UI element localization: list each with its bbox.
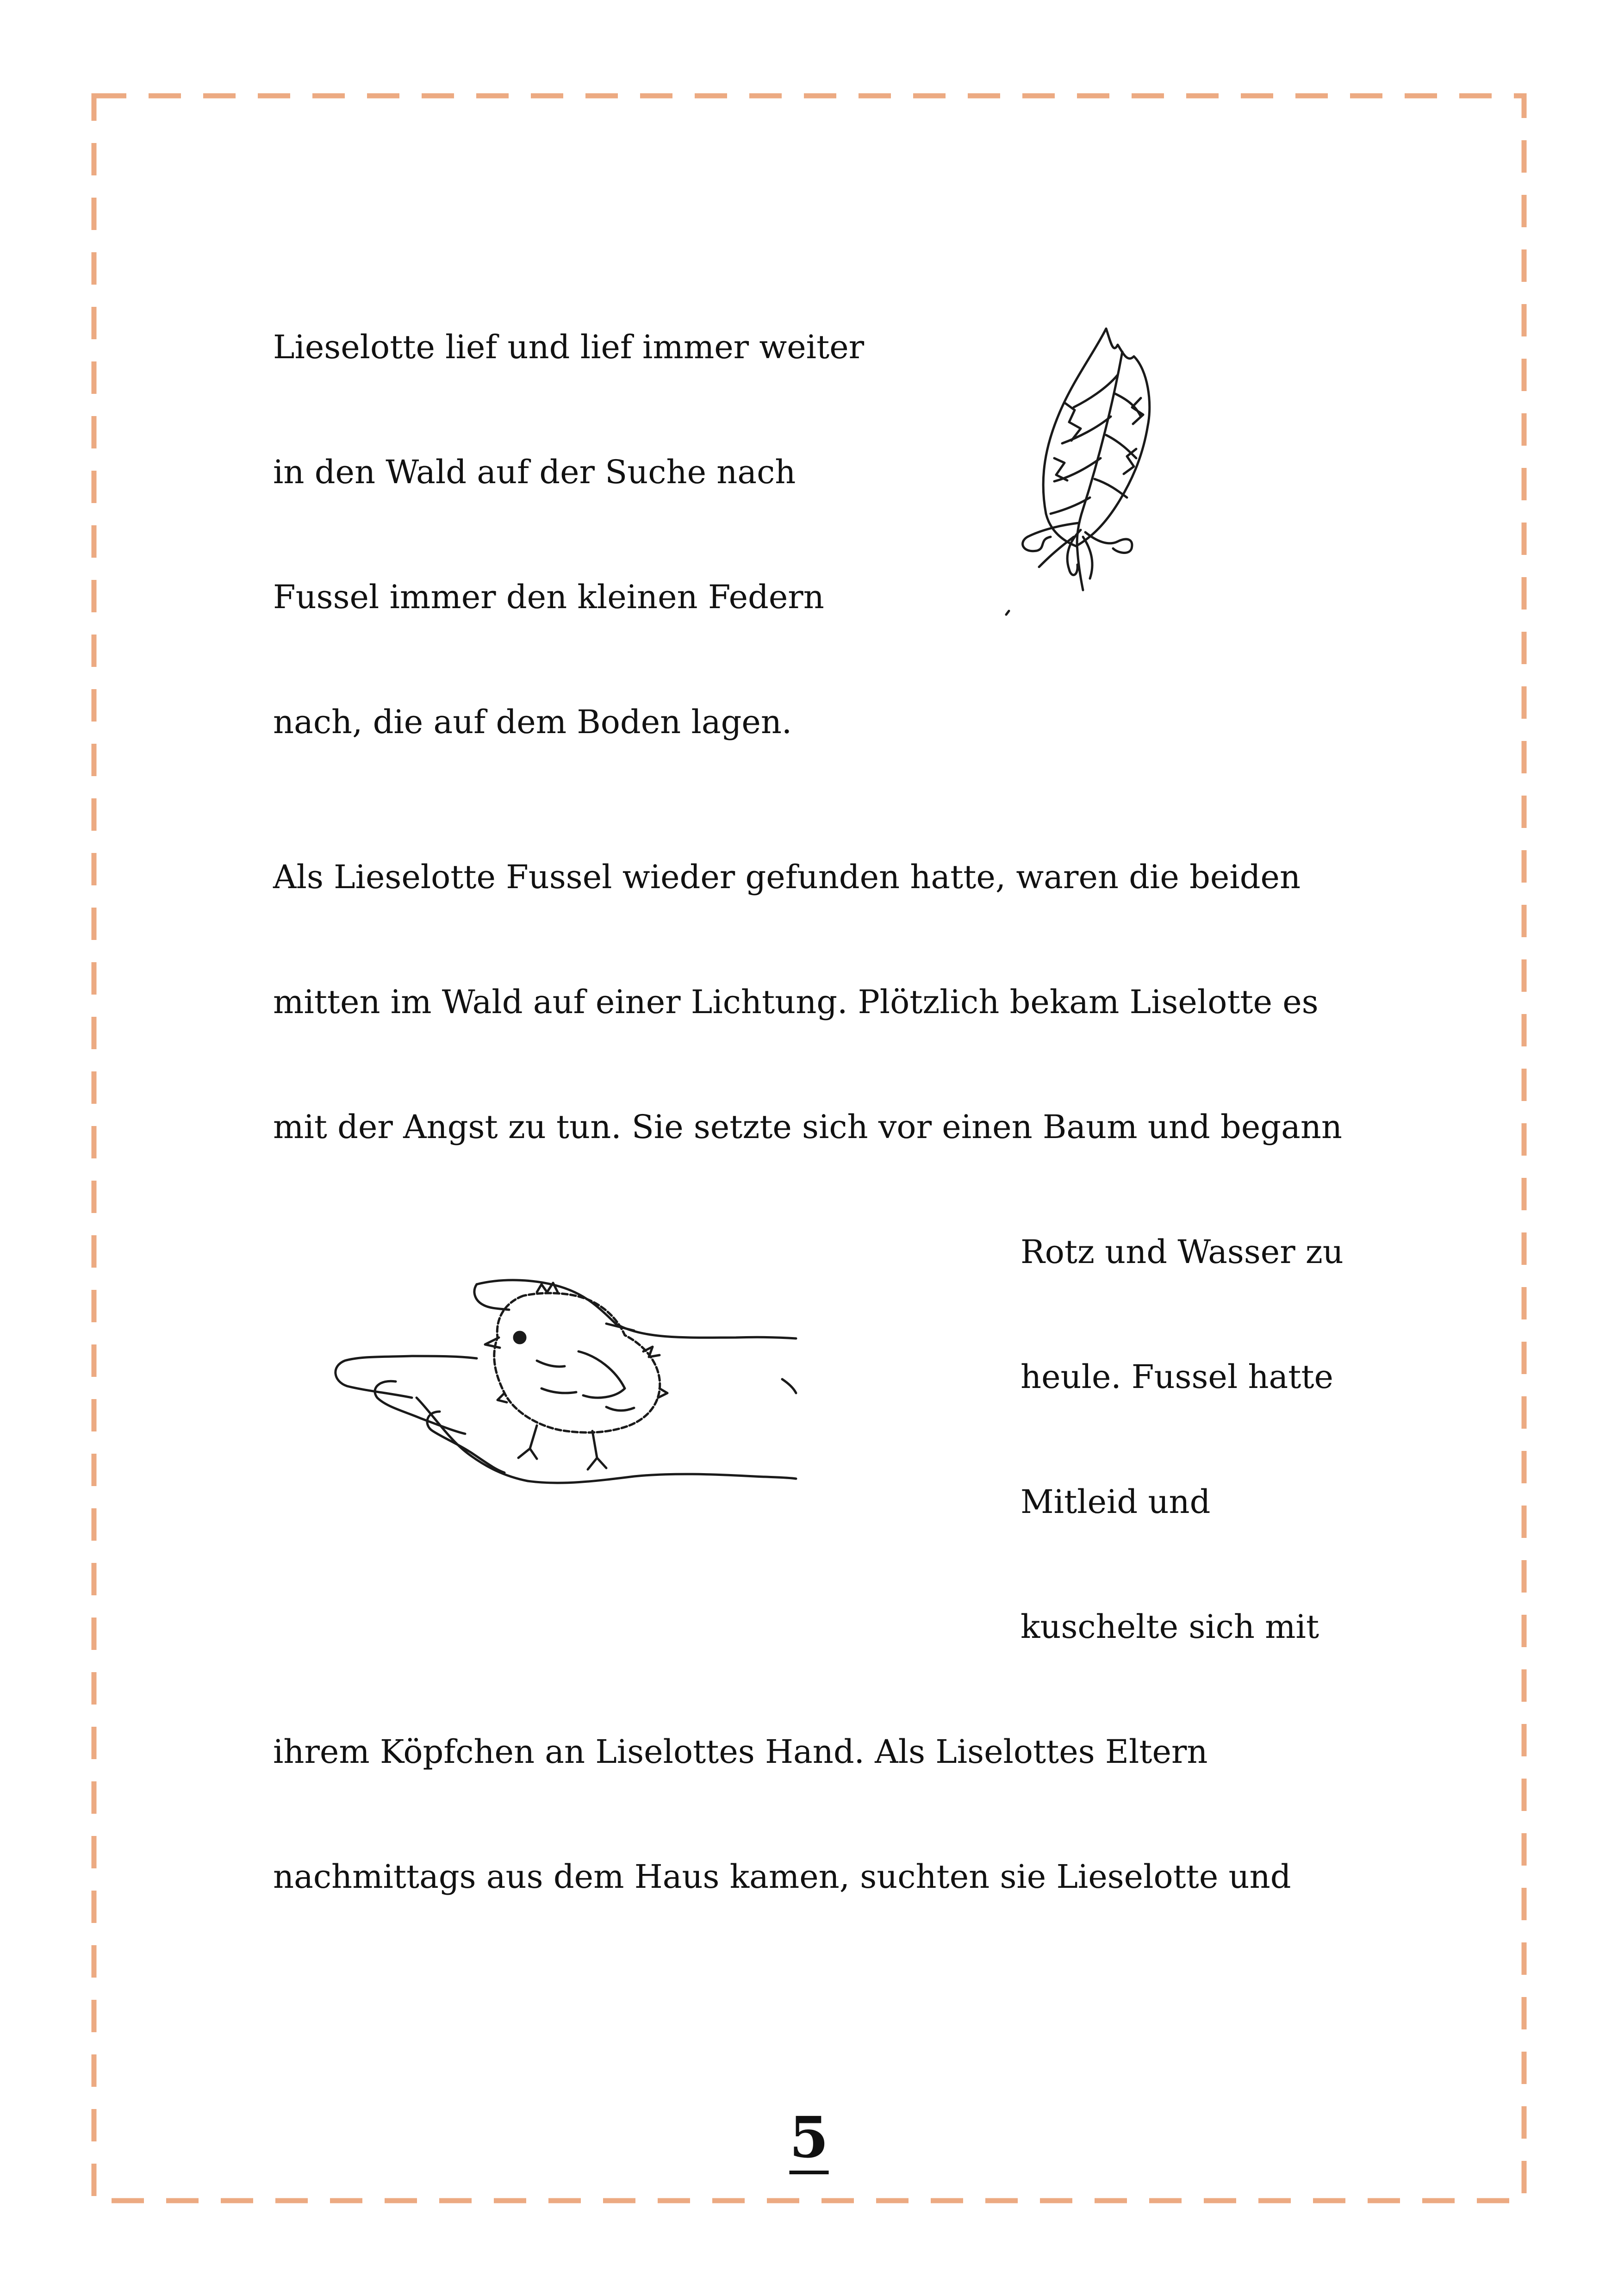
text-line-13: nachmittags aus dem Haus kamen, suchten sie Lieselotte und [273, 1858, 1291, 1896]
text-line-4: nach, die auf dem Boden lagen. [273, 703, 792, 741]
feather-icon [995, 319, 1189, 620]
text-line-2: in den Wald auf der Suche nach [273, 453, 796, 491]
text-line-10: Mitleid und [1021, 1483, 1211, 1521]
text-line-3: Fussel immer den kleinen Federn [273, 578, 824, 616]
text-line-12: ihrem Köpfchen an Liselottes Hand. Als Liselottes Eltern [273, 1733, 1208, 1771]
text-line-6: mitten im Wald auf einer Lichtung. Plötzlich bekam Liselotte es [273, 983, 1319, 1021]
page-number: 5 [790, 2105, 829, 2174]
chick-in-hand-icon [319, 1259, 949, 1537]
text-line-7: mit der Angst zu tun. Sie setzte sich vor einen Baum und begann [273, 1108, 1342, 1146]
text-line-11: kuschelte sich mit [1021, 1608, 1319, 1646]
text-line-8: Rotz und Wasser zu [1021, 1233, 1344, 1271]
text-line-5: Als Lieselotte Fussel wieder gefunden hatte, waren die beiden [273, 858, 1301, 896]
text-line-9: heule. Fussel hatte [1021, 1358, 1333, 1396]
text-line-1: Lieselotte lief und lief immer weiter [273, 328, 865, 366]
